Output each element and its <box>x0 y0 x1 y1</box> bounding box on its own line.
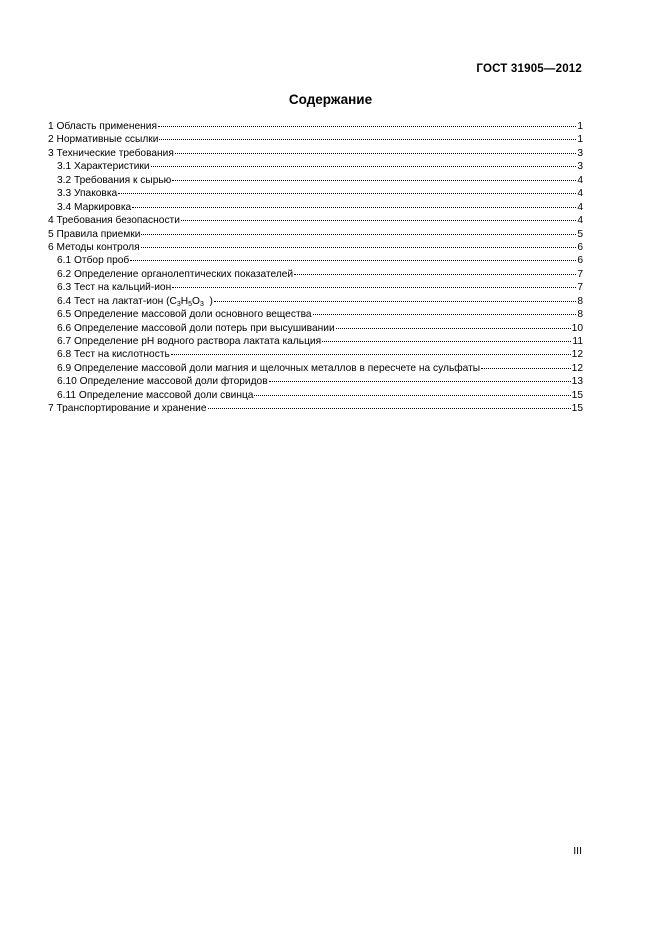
toc-entry[interactable] <box>48 201 583 214</box>
toc-entry[interactable] <box>48 389 583 402</box>
toc-entry-page: 4 <box>577 215 583 227</box>
dot-leader <box>254 395 570 396</box>
dot-leader <box>175 153 576 154</box>
formula-subscript: 3 <box>176 300 181 308</box>
toc-entry-page: 8 <box>577 309 583 321</box>
toc-entry-label: 7 Транспортирование и хранение <box>48 403 207 415</box>
toc-title: Содержание <box>288 92 373 107</box>
formula-subscript: 5 <box>188 300 192 308</box>
dot-leader <box>141 234 576 235</box>
toc-entry[interactable] <box>48 254 583 267</box>
toc-entry-label: 2 Нормативные ссылки <box>48 134 159 146</box>
toc-entry[interactable] <box>48 214 583 227</box>
toc-entry-page: 7 <box>577 282 583 294</box>
toc-entry[interactable] <box>48 375 583 388</box>
toc-entry-label: 3.4 Маркировка <box>57 201 132 213</box>
toc-entry[interactable] <box>48 335 583 348</box>
toc-entry[interactable] <box>48 402 583 415</box>
toc-entry-label: 6.3 Тест на кальций-ион <box>57 282 172 294</box>
toc-entry[interactable] <box>48 348 583 361</box>
dot-leader <box>269 381 571 382</box>
toc-entry-label: 3 Технические требования <box>48 147 174 159</box>
toc-entry-page: 1 <box>577 121 583 132</box>
label-text: 6.4 Тест на лактат-ион (C <box>57 295 177 307</box>
toc-entry-page: 6 <box>577 241 583 253</box>
dot-leader <box>336 328 571 329</box>
toc-entry-page: 10 <box>571 322 583 334</box>
toc-entry[interactable] <box>48 174 583 187</box>
toc-entry-page: 12 <box>571 362 583 374</box>
toc-entry-page: 8 <box>577 295 583 307</box>
toc-entry[interactable] <box>48 322 583 335</box>
toc-entry-label: 5 Правила приемки <box>48 228 141 240</box>
toc-entry-page: 4 <box>577 188 583 200</box>
table-of-contents <box>48 120 583 416</box>
toc-entry-page: 7 <box>577 268 583 280</box>
toc-entry-label: 6.5 Определение массовой доли основного вещества <box>57 309 312 321</box>
toc-entry-page: 6 <box>577 255 583 267</box>
toc-entry-page: 15 <box>571 403 583 415</box>
toc-entry[interactable] <box>48 241 583 254</box>
dot-leader <box>159 139 576 140</box>
toc-entry-label <box>57 295 213 308</box>
toc-entry-page: 4 <box>577 174 583 186</box>
dot-leader <box>151 166 577 167</box>
dot-leader <box>118 193 576 194</box>
dot-leader <box>172 180 576 181</box>
toc-entry[interactable] <box>48 281 583 294</box>
toc-entry-page: 3 <box>577 161 583 173</box>
dot-leader <box>141 247 577 248</box>
toc-entry[interactable] <box>48 268 583 281</box>
standard-identifier: ГОСТ 31905—2012 <box>476 63 582 75</box>
toc-entry[interactable] <box>48 160 583 173</box>
dot-leader <box>322 341 571 342</box>
dot-leader <box>158 126 576 127</box>
toc-entry-page: 15 <box>571 389 583 401</box>
toc-entry-label: 3.3 Упаковка <box>57 188 118 200</box>
dot-leader <box>172 287 576 288</box>
toc-entry-page: 13 <box>571 376 583 388</box>
toc-entry-page: 1 <box>577 134 583 146</box>
toc-entry[interactable] <box>48 133 583 146</box>
toc-entry-label: 3.2 Требования к сырью <box>57 174 172 186</box>
toc-entry[interactable] <box>48 362 583 375</box>
toc-entry-label: 6.11 Определение массовой доли свинца <box>57 389 254 401</box>
toc-entry-label: 6.9 Определение массовой доли магния и щелочных металлов в пересчете на сульфаты <box>57 362 481 374</box>
formula-subscript: 3 <box>199 300 204 308</box>
toc-entry-label: 6.7 Определение pH водного раствора лактата кальция <box>57 336 322 347</box>
toc-entry[interactable] <box>48 295 583 308</box>
page-number: III <box>573 845 582 857</box>
toc-entry[interactable] <box>48 308 583 321</box>
dot-leader <box>171 354 571 355</box>
toc-entry-label: 1 Область применения <box>48 121 157 132</box>
toc-entry[interactable] <box>48 187 583 200</box>
toc-entry-label: 6 Методы контроля <box>48 241 140 253</box>
toc-entry-label: 6.1 Отбор проб <box>57 255 130 267</box>
toc-entry-page: 11 <box>572 336 583 347</box>
toc-entry-label: 3.1 Характеристики <box>57 161 150 173</box>
toc-entry-label: 6.6 Определение массовой доли потерь при высушивании <box>57 322 335 334</box>
toc-entry-label: 6.2 Определение органолептических показателей <box>57 268 294 280</box>
dot-leader <box>313 314 577 315</box>
toc-entry-label: 6.10 Определение массовой доли фторидов <box>57 376 268 388</box>
dot-leader <box>208 408 571 409</box>
dot-leader <box>214 301 576 302</box>
toc-entry-label: 6.8 Тест на кислотность <box>57 349 170 361</box>
toc-entry[interactable] <box>48 147 583 160</box>
dot-leader <box>132 207 576 208</box>
dot-leader <box>294 274 576 275</box>
toc-entry-page: 5 <box>577 228 583 240</box>
dot-leader <box>181 220 576 221</box>
toc-entry[interactable] <box>48 120 583 133</box>
dot-leader <box>481 368 571 369</box>
label-text: O <box>192 295 200 307</box>
label-text: ) <box>203 295 213 307</box>
toc-entry-label: 4 Требования безопасности <box>48 215 180 227</box>
toc-entry[interactable] <box>48 228 583 241</box>
dot-leader <box>130 260 576 261</box>
toc-entry-page: 12 <box>571 349 583 361</box>
toc-entry-page: 3 <box>577 147 583 159</box>
label-text: H <box>180 295 189 307</box>
toc-entry-page: 4 <box>577 201 583 213</box>
